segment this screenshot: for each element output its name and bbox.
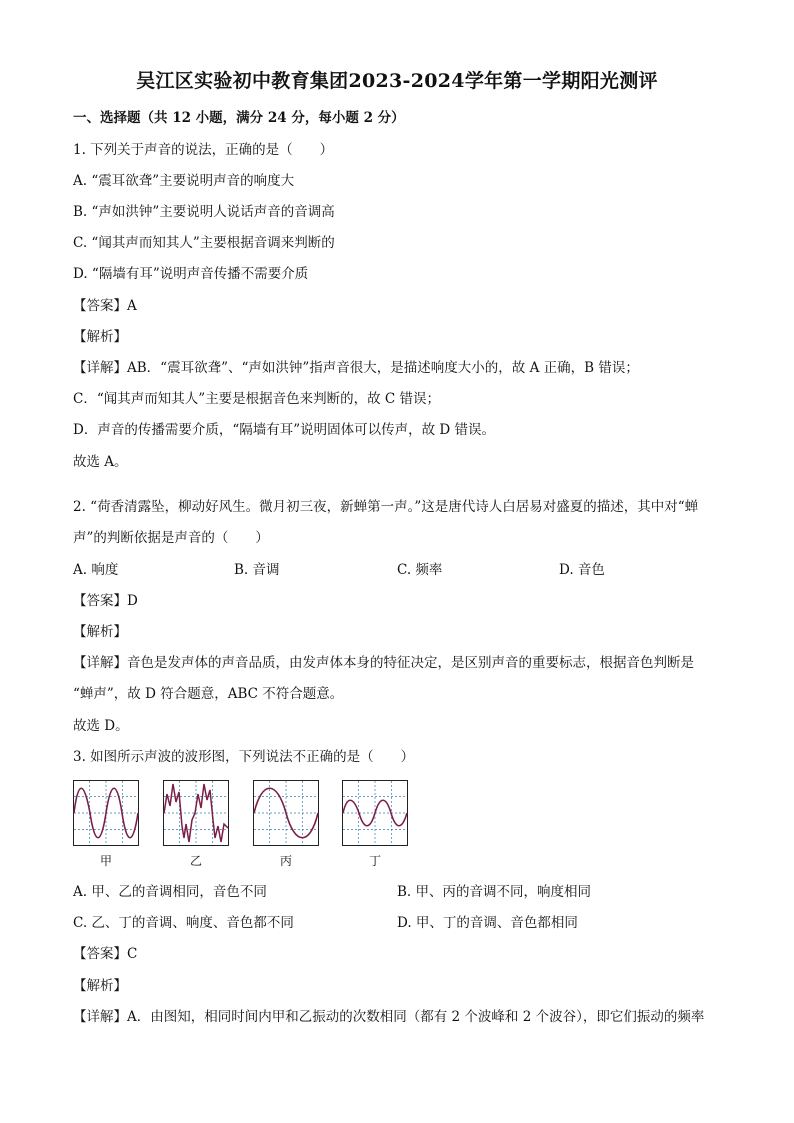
waveform-grid [164, 781, 229, 846]
question-1-option-b: B. “声如洪钟”主要说明人说话声音的音调高 [73, 204, 335, 220]
question-1-option-d: D. “隔墙有耳”说明声音传播不需要介质 [73, 266, 309, 282]
waveform-figure-jia [73, 780, 139, 846]
question-2-detail-line: 故选 D。 [73, 718, 129, 734]
waveform-label-ding: 丁 [368, 854, 381, 868]
question-3-option-c: C. 乙、丁的音调、响度、音色都不同 [73, 915, 294, 931]
question-1-analysis-label: 【解析】 [73, 329, 127, 345]
question-1-answer: 【答案】A [73, 298, 137, 314]
question-3-detail-line: 【详解】A．由图知，相同时间内甲和乙振动的次数相同（都有 2 个波峰和 2 个波谷），即它们振动的频率 [73, 1009, 705, 1025]
question-2-detail-line: “蝉声”，故 D 符合题意，ABC 不符合题意。 [73, 686, 344, 702]
page-title: 吴江区实验初中教育集团2023-2024学年第一学期阳光测评 [136, 70, 658, 92]
waveform-figure-yi [163, 780, 229, 846]
question-1-stem: 1. 下列关于声音的说法，正确的是（ ） [73, 142, 334, 158]
question-2-analysis-label: 【解析】 [73, 624, 127, 640]
question-2-option-a: A. 响度 [73, 562, 119, 578]
question-1-option-a: A. “震耳欲聋”主要说明声音的响度大 [73, 173, 295, 189]
question-2-stem: 2. “荷香清露坠，柳动好风生。微月初三夜，新蝉第一声。”这是唐代诗人白居易对盛夏的描述，其中对“蝉 [73, 499, 699, 515]
question-1-option-c: C. “闻其声而知其人”主要根据音调来判断的 [73, 235, 335, 251]
question-1-detail-line: 【详解】AB．“震耳欲聋”、“声如洪钟”指声音很大，是描述响度大小的，故 A 正确，B 错误； [73, 360, 639, 376]
waveform-label-bing: 丙 [279, 854, 292, 868]
waveform-figure-ding [342, 780, 408, 846]
question-2-answer: 【答案】D [73, 593, 138, 609]
question-1-detail-line: 故选 A。 [73, 454, 128, 470]
waveform-figure-bing [253, 780, 319, 846]
question-1-detail-line: D．声音的传播需要介质，“隔墙有耳”说明固体可以传声，故 D 错误。 [73, 422, 496, 438]
question-2-option-b: B. 音调 [234, 562, 280, 578]
question-3-option-d: D. 甲、丁的音调、音色都相同 [397, 915, 578, 931]
question-3-analysis-label: 【解析】 [73, 978, 127, 994]
question-2-option-d: D. 音色 [559, 562, 605, 578]
question-2-option-c: C. 频率 [397, 562, 443, 578]
question-3-option-a: A. 甲、乙的音调相同，音色不同 [73, 884, 267, 900]
question-3-answer: 【答案】C [73, 946, 138, 962]
question-2-detail-line: 【详解】音色是发声体的声音品质，由发声体本身的特征决定，是区别声音的重要标志，根据音色判断是 [73, 655, 694, 671]
question-3-option-b: B. 甲、丙的音调不同，响度相同 [397, 884, 592, 900]
question-3-stem: 3. 如图所示声波的波形图，下列说法不正确的是（ ） [73, 749, 415, 765]
section-heading: 一、选择题（共 12 小题，满分 24 分，每小题 2 分） [73, 110, 405, 126]
question-2-stem-continued: 声”的判断依据是声音的（ ） [73, 530, 269, 546]
waveform-label-yi: 乙 [189, 854, 202, 868]
waveform-label-jia: 甲 [99, 854, 112, 868]
question-1-detail-line: C．“闻其声而知其人”主要是根据音色来判断的，故 C 错误； [73, 391, 441, 407]
